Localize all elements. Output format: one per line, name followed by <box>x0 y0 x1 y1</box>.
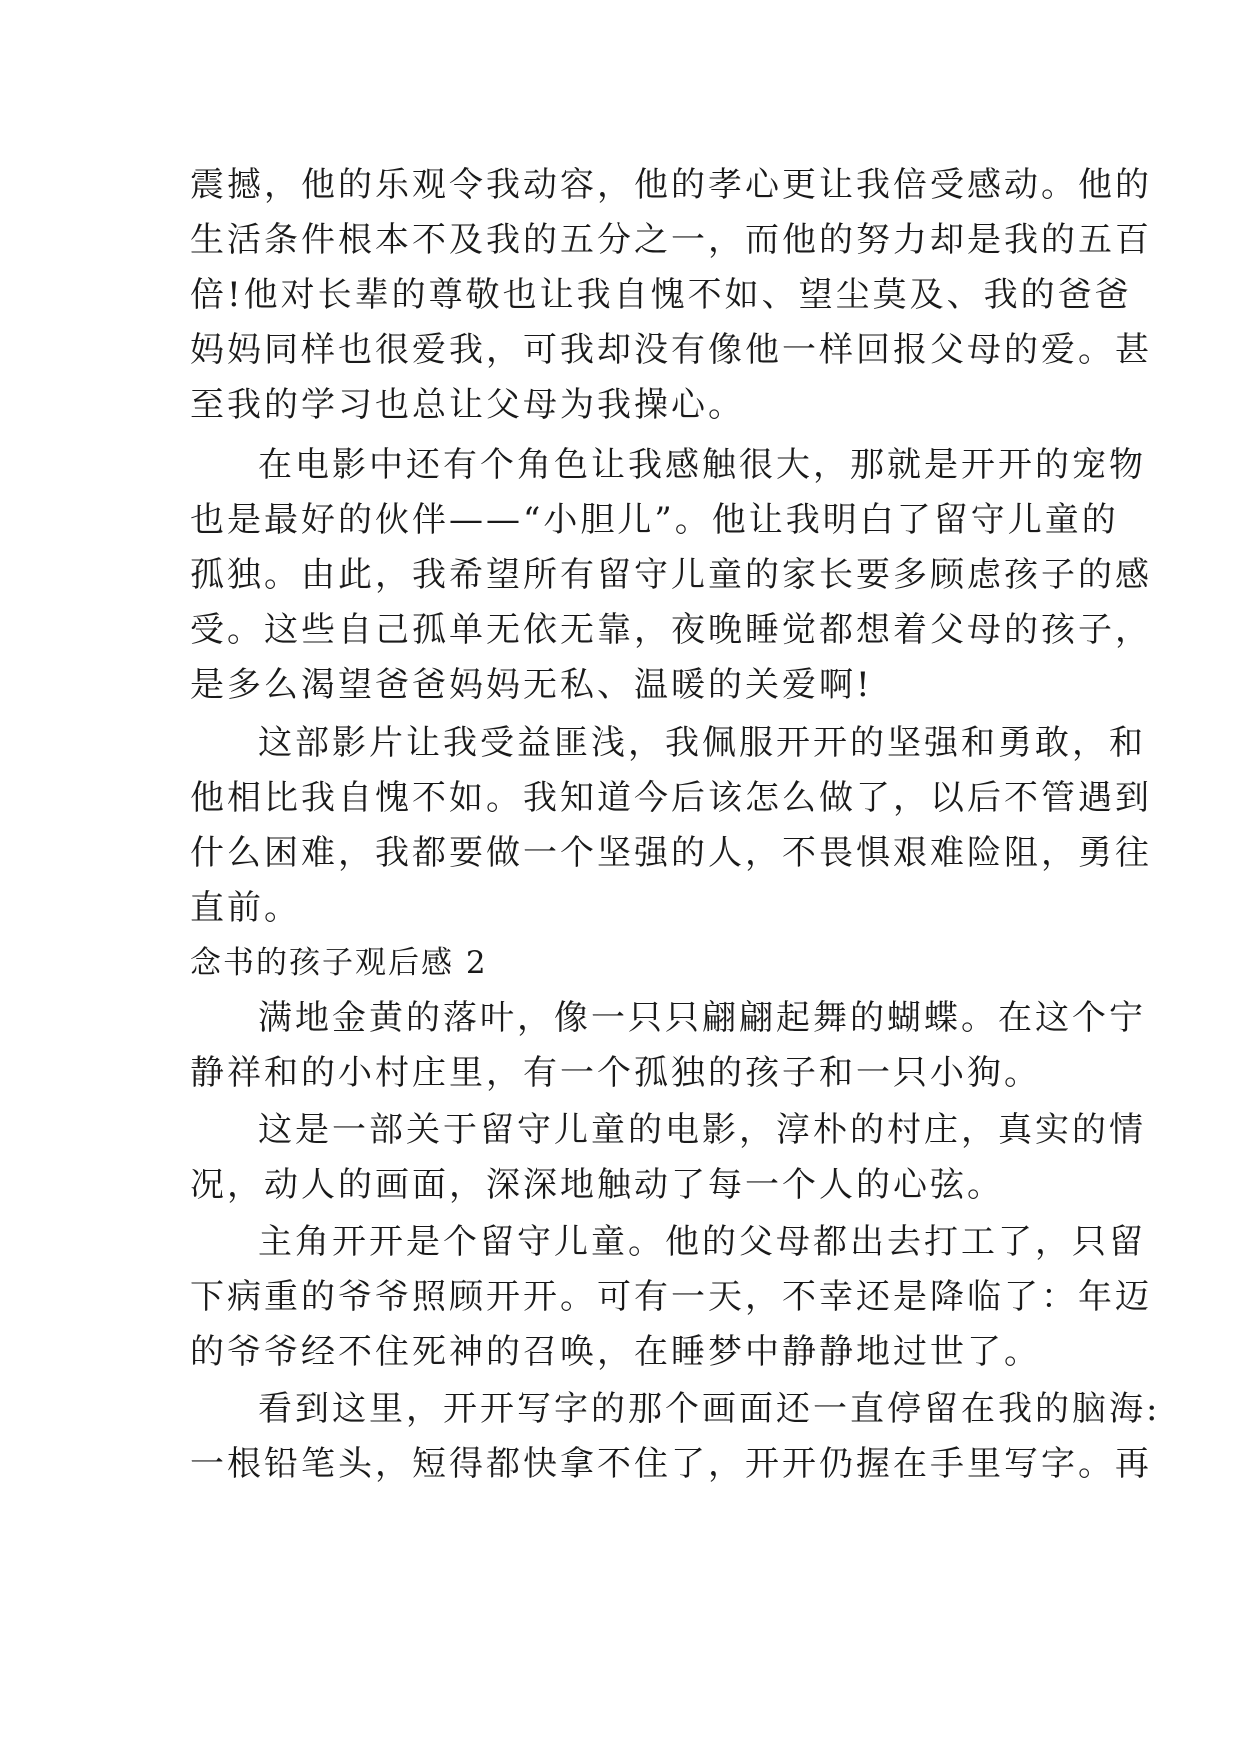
section-heading: 念书的孩子观后感 2 <box>190 945 488 981</box>
text-line: 什么困难，我都要做一个坚强的人，不畏惧艰难险阻，勇往 <box>190 833 1152 873</box>
text-line: 下病重的爷爷照顾开开。可有一天，不幸还是降临了：年迈 <box>190 1277 1152 1317</box>
text-line: 受。这些自己孤单无依无靠，夜晚睡觉都想着父母的孩子， <box>190 610 1152 650</box>
text-line: 静祥和的小村庄里，有一个孤独的孩子和一只小狗。 <box>190 1053 1041 1093</box>
text-line: 生活条件根本不及我的五分之一，而他的努力却是我的五百 <box>190 220 1152 260</box>
text-line: 震撼，他的乐观令我动容，他的孝心更让我倍受感动。他的 <box>190 165 1152 205</box>
text-line: 是多么渴望爸爸妈妈无私、温暖的关爱啊! <box>190 665 873 705</box>
text-line: 也是最好的伙伴——“小胆儿”。他让我明白了留守儿童的 <box>190 500 1119 540</box>
paragraph-start-line: 主角开开是个留守儿童。他的父母都出去打工了，只留 <box>258 1222 1146 1262</box>
text-line: 的爷爷经不住死神的召唤，在睡梦中静静地过世了。 <box>190 1332 1041 1372</box>
paragraph-start-line: 这部影片让我受益匪浅，我佩服开开的坚强和勇敢，和 <box>258 723 1146 763</box>
paragraph-start-line: 看到这里，开开写字的那个画面还一直停留在我的脑海: <box>258 1389 1161 1429</box>
paragraph-start-line: 满地金黄的落叶，像一只只翩翩起舞的蝴蝶。在这个宁 <box>258 998 1146 1038</box>
text-line: 孤独。由此，我希望所有留守儿童的家长要多顾虑孩子的感 <box>190 555 1152 595</box>
text-line: 一根铅笔头，短得都快拿不住了，开开仍握在手里写字。再 <box>190 1444 1152 1484</box>
text-line: 他相比我自愧不如。我知道今后该怎么做了，以后不管遇到 <box>190 778 1152 818</box>
text-line: 直前。 <box>190 888 301 928</box>
text-line: 至我的学习也总让父母为我操心。 <box>190 385 745 425</box>
paragraph-start-line: 这是一部关于留守儿童的电影，淳朴的村庄，真实的情 <box>258 1110 1146 1150</box>
paragraph-start-line: 在电影中还有个角色让我感触很大，那就是开开的宠物 <box>258 445 1146 485</box>
text-line: 况，动人的画面，深深地触动了每一个人的心弦。 <box>190 1165 1004 1205</box>
text-line: 妈妈同样也很爱我，可我却没有像他一样回报父母的爱。甚 <box>190 330 1152 370</box>
text-line: 倍!他对长辈的尊敬也让我自愧不如、望尘莫及、我的爸爸 <box>190 275 1132 315</box>
